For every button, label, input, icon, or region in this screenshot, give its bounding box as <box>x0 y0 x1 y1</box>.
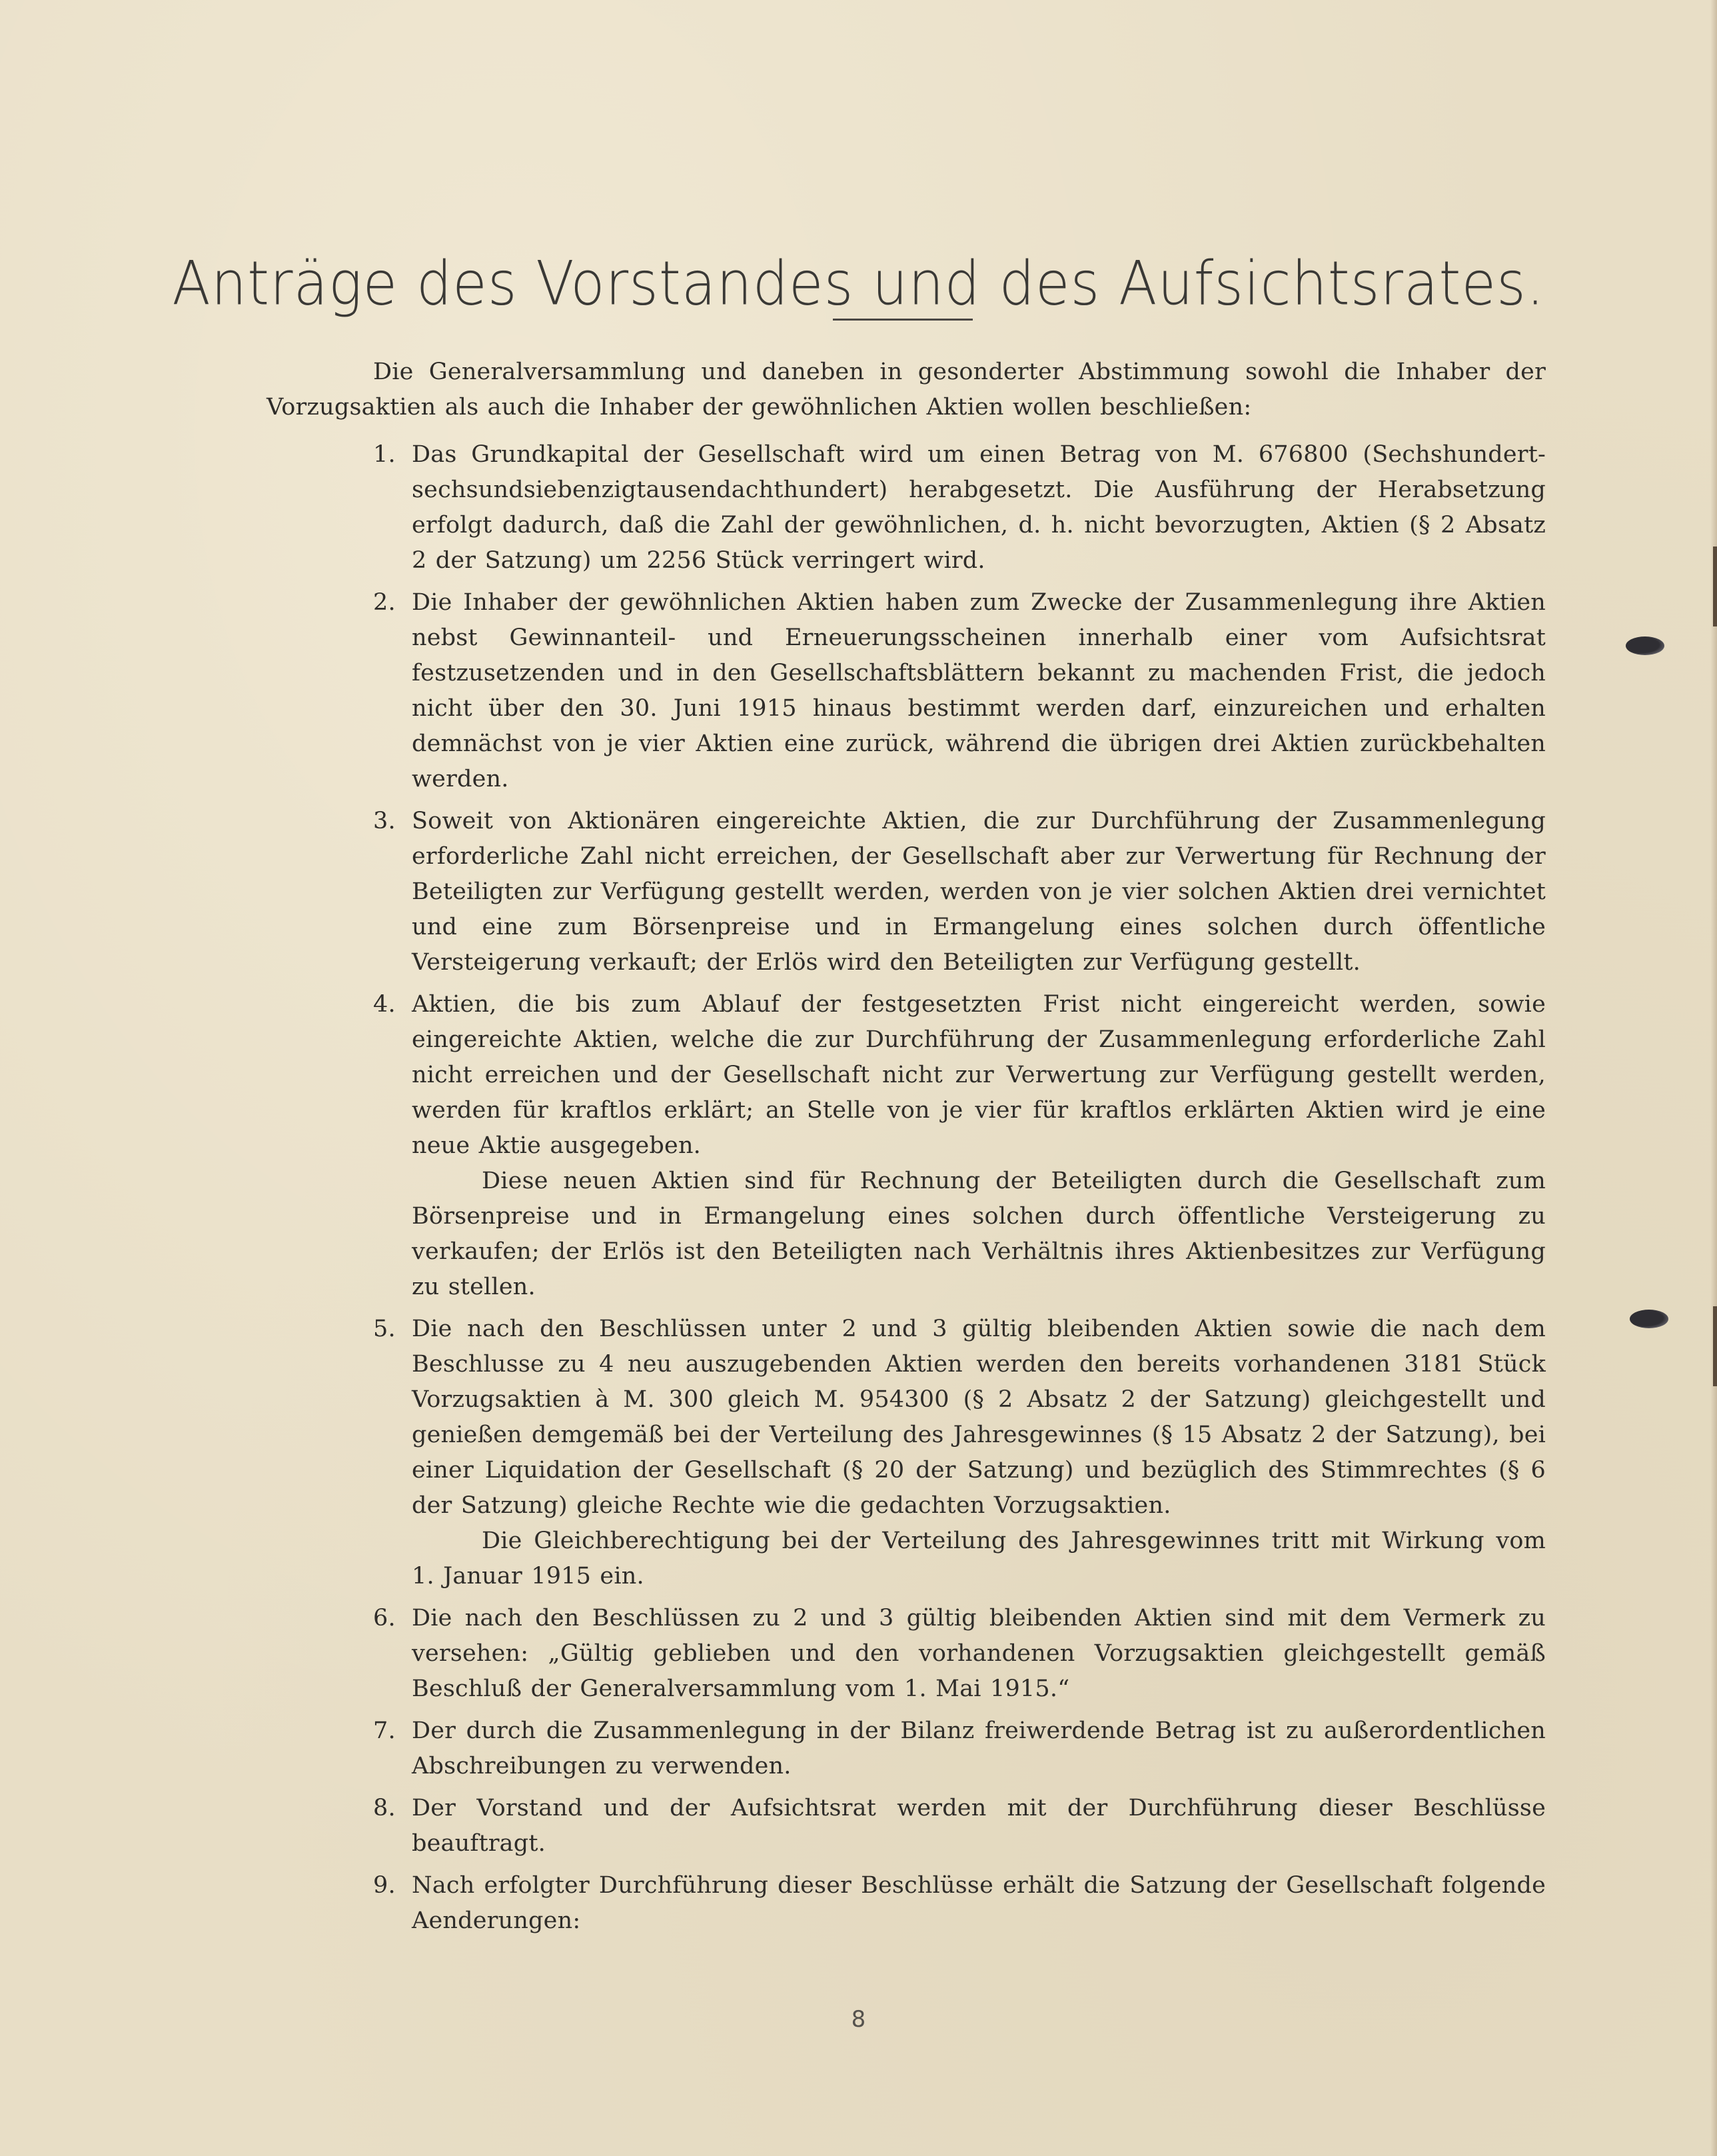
document-body <box>267 355 1546 1945</box>
item-text: Soweit von Aktionären eingereichte Aktien, die zur Durchführung der Zusammenlegung erforderliche Zahl nicht erreichen, der Gesellschaft aber zur Verwertung für Rechnung der Beteiligten zur Verfügung gestellt werden, werden von je vier solchen Aktien drei vernichtet und eine zum Börsenpreise und in Ermangelung eines solchen durch öffentliche Versteigerung verkauft; der Erlös wird den Beteiligten zur Verfügung gestellt. <box>412 808 1546 976</box>
item-number: 2. <box>373 589 396 616</box>
page-edge <box>1710 0 1717 2156</box>
binding-mark <box>1713 1306 1717 1386</box>
intro-paragraph: Die Generalversammlung und daneben in gesonderter Abstimmung sowohl die Inhaber der Vorzugsaktien als auch die Inhaber der gewöhnlichen Aktien wollen beschließen: <box>267 359 1546 421</box>
list-item <box>267 437 1546 578</box>
item-number: 5. <box>373 1316 396 1342</box>
page-title: Anträge des Vorstandes und des Aufsichtsrates. <box>172 248 1545 319</box>
item-text: Das Grundkapital der Gesellschaft wird um einen Betrag von M. 676800 (Sechshundert-sechsundsiebenzigtausendachthundert) herabgesetzt. Die Ausführung der Herabsetzung erfolgt dadurch, daß die Zahl der gewöhnlichen, d. h. nicht bevorzugten, Aktien (§ 2 Absatz 2 der Satzung) um 2256 Stück verringert wird. <box>412 441 1546 574</box>
binding-mark <box>1713 546 1717 626</box>
resolution-list <box>267 437 1546 1939</box>
page-number: 8 <box>851 2006 866 2033</box>
item-subtext: Die Gleichberechtigung bei der Verteilung des Jahresgewinnes tritt mit Wirkung vom 1. Januar 1915 ein. <box>412 1528 1546 1590</box>
item-text: Der Vorstand und der Aufsichtsrat werden mit der Durchführung dieser Beschlüsse beauftragt. <box>412 1795 1546 1857</box>
list-item <box>267 1868 1546 1939</box>
item-number: 8. <box>373 1795 396 1821</box>
item-text: Die nach den Beschlüssen unter 2 und 3 gültig bleibenden Aktien sowie die nach dem Beschlusse zu 4 neu auszugebenden Aktien werden den bereits vorhandenen 3181 Stück Vorzugsaktien à M. 300 gleich M. 954300 (§ 2 Absatz 2 der Satzung) gleichgestellt und genießen demgemäß bei der Verteilung des Jahresgewinnes (§ 15 Absatz 2 der Satzung), bei einer Liquidation der Gesellschaft (§ 20 der Satzung) und bezüglich des Stimmrechtes (§ 6 der Satzung) gleiche Rechte wie die gedachten Vorzugsaktien. <box>412 1316 1546 1519</box>
item-subtext: Diese neuen Aktien sind für Rechnung der Beteiligten durch die Gesellschaft zum Börsenpreise und in Ermangelung eines solchen durch öffentliche Versteigerung zu verkaufen; der Erlös ist den Beteiligten nach Verhältnis ihres Aktienbesitzes zur Verfügung zu stellen. <box>412 1168 1546 1300</box>
item-number: 9. <box>373 1872 396 1899</box>
punch-hole-icon <box>1630 1310 1668 1328</box>
list-item <box>267 1312 1546 1594</box>
item-number: 6. <box>373 1605 396 1631</box>
item-text: Aktien, die bis zum Ablauf der festgesetzten Frist nicht eingereicht werden, sowie eingereichte Aktien, welche die zur Durchführung der Zusammenlegung erforderliche Zahl nicht erreichen und der Gesellschaft nicht zur Verwertung zur Verfügung gestellt werden, werden für kraftlos erklärt; an Stelle von je vier für kraftlos erklärten Aktien wird je eine neue Aktie ausgegeben. <box>412 991 1546 1159</box>
list-item <box>267 585 1546 797</box>
item-text: Die Inhaber der gewöhnlichen Aktien haben zum Zwecke der Zusammenlegung ihre Aktien nebst Gewinnanteil- und Erneuerungsscheinen innerhalb einer vom Aufsichtsrat festzusetzenden und in den Gesellschaftsblättern bekannt zu machenden Frist, die jedoch nicht über den 30. Juni 1915 hinaus bestimmt werden darf, einzureichen und erhalten demnächst von je vier Aktien eine zurück, während die übrigen drei Aktien zurückbehalten werden. <box>412 589 1546 792</box>
list-item <box>267 987 1546 1305</box>
item-number: 1. <box>373 441 396 468</box>
title-divider <box>833 319 973 321</box>
list-item <box>267 1713 1546 1784</box>
list-item <box>267 1791 1546 1861</box>
item-text: Die nach den Beschlüssen zu 2 und 3 gültig bleibenden Aktien sind mit dem Vermerk zu versehen: „Gültig geblieben und den vorhandenen Vorzugsaktien gleichgestellt gemäß Beschluß der Generalversammlung vom 1. Mai 1915.“ <box>412 1605 1546 1702</box>
list-item <box>267 1601 1546 1707</box>
item-number: 4. <box>373 991 396 1018</box>
item-text: Der durch die Zusammenlegung in der Bilanz freiwerdende Betrag ist zu außerordentlichen Abschreibungen zu verwenden. <box>412 1717 1546 1779</box>
punch-hole-icon <box>1626 636 1664 655</box>
item-number: 7. <box>373 1717 396 1744</box>
list-item <box>267 804 1546 980</box>
item-number: 3. <box>373 808 396 834</box>
item-text: Nach erfolgter Durchführung dieser Beschlüsse erhält die Satzung der Gesellschaft folgende Aenderungen: <box>412 1872 1546 1934</box>
